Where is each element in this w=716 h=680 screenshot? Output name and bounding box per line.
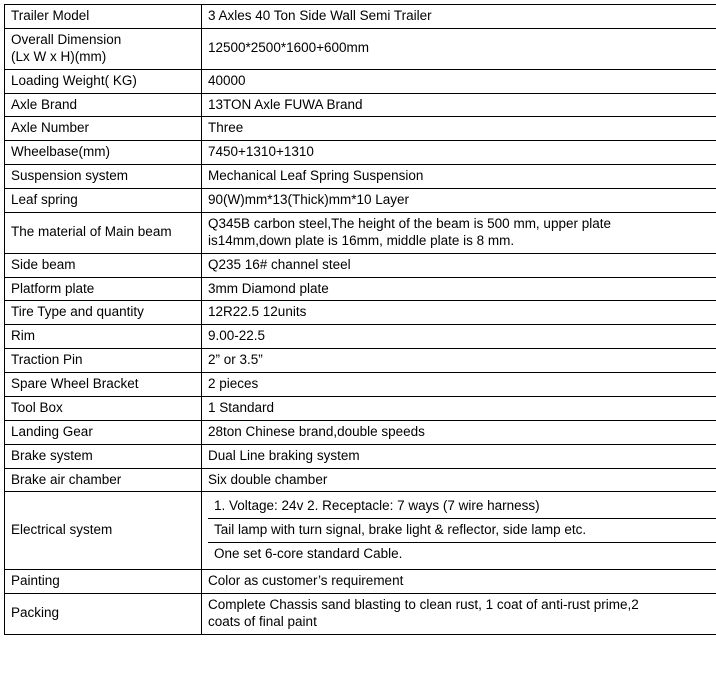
row-value: 1 Standard	[202, 396, 716, 420]
row-value-line1: Q345B carbon steel,The height of the beam is 500 mm, upper plate	[208, 216, 716, 233]
row-value	[202, 492, 716, 570]
row-value: Mechanical Leaf Spring Suspension	[202, 165, 716, 189]
row-label: Electrical system	[5, 492, 202, 570]
row-value: 12500*2500*1600+600mm	[202, 28, 716, 69]
row-label: Landing Gear	[5, 420, 202, 444]
table-row	[5, 373, 716, 397]
row-value-line: Tail lamp with turn signal, brake light & reflector, side lamp etc.	[208, 519, 716, 543]
row-label-line1: Overall Dimension	[11, 32, 197, 49]
table-row	[5, 349, 716, 373]
row-value: 2 pieces	[202, 373, 716, 397]
row-value: 13TON Axle FUWA Brand	[202, 93, 716, 117]
row-value: 28ton Chinese brand,double speeds	[202, 420, 716, 444]
row-label: Side beam	[5, 253, 202, 277]
table-row	[5, 277, 716, 301]
row-value-line1: Complete Chassis sand blasting to clean rust, 1 coat of anti-rust prime,2	[208, 597, 716, 614]
table-row	[5, 117, 716, 141]
row-label: Loading Weight( KG)	[5, 69, 202, 93]
table-row	[5, 212, 716, 253]
row-label: Platform plate	[5, 277, 202, 301]
row-value-line2: coats of final paint	[208, 614, 716, 631]
table-row	[5, 444, 716, 468]
row-value: 90(W)mm*13(Thick)mm*10 Layer	[202, 189, 716, 213]
row-value: Dual Line braking system	[202, 444, 716, 468]
row-label: Suspension system	[5, 165, 202, 189]
table-row	[5, 325, 716, 349]
row-value-line: 1. Voltage: 24v 2. Receptacle: 7 ways (7 wire harness)	[208, 495, 716, 519]
table-row	[5, 69, 716, 93]
row-label: Brake system	[5, 444, 202, 468]
row-label: Painting	[5, 570, 202, 594]
table-row	[5, 28, 716, 69]
row-label: Trailer Model	[5, 5, 202, 29]
row-value: 12R22.5 12units	[202, 301, 716, 325]
table-row	[5, 593, 716, 634]
row-value: Six double chamber	[202, 468, 716, 492]
row-label: Tool Box	[5, 396, 202, 420]
row-label: Traction Pin	[5, 349, 202, 373]
table-row	[5, 301, 716, 325]
row-value: 3mm Diamond plate	[202, 277, 716, 301]
row-label: Spare Wheel Bracket	[5, 373, 202, 397]
row-label: Axle Brand	[5, 93, 202, 117]
row-value: Color as customer’s requirement	[202, 570, 716, 594]
row-value	[202, 212, 716, 253]
row-label	[5, 28, 202, 69]
table-row	[5, 165, 716, 189]
table-row	[5, 189, 716, 213]
row-value-line2: is14mm,down plate is 16mm, middle plate is 8 mm.	[208, 233, 716, 250]
row-value: 9.00-22.5	[202, 325, 716, 349]
table-row	[5, 93, 716, 117]
row-label: Leaf spring	[5, 189, 202, 213]
row-label: Axle Number	[5, 117, 202, 141]
row-label: Packing	[5, 593, 202, 634]
row-value: 3 Axles 40 Ton Side Wall Semi Trailer	[202, 5, 716, 29]
row-value: 7450+1310+1310	[202, 141, 716, 165]
row-value: 40000	[202, 69, 716, 93]
row-value: Q235 16# channel steel	[202, 253, 716, 277]
table-row	[5, 141, 716, 165]
row-label: Brake air chamber	[5, 468, 202, 492]
table-row	[5, 5, 716, 29]
table-row	[5, 492, 716, 570]
row-value-line: One set 6-core standard Cable.	[208, 543, 716, 566]
table-row	[5, 396, 716, 420]
row-label: Wheelbase(mm)	[5, 141, 202, 165]
table-row	[5, 253, 716, 277]
row-label-line2: (Lx W x H)(mm)	[11, 49, 197, 66]
row-label: The material of Main beam	[5, 212, 202, 253]
row-value	[202, 593, 716, 634]
table-row	[5, 570, 716, 594]
specification-table	[4, 4, 716, 635]
table-row	[5, 468, 716, 492]
row-label: Rim	[5, 325, 202, 349]
table-row	[5, 420, 716, 444]
row-value: Three	[202, 117, 716, 141]
row-label: Tire Type and quantity	[5, 301, 202, 325]
row-value: 2” or 3.5”	[202, 349, 716, 373]
